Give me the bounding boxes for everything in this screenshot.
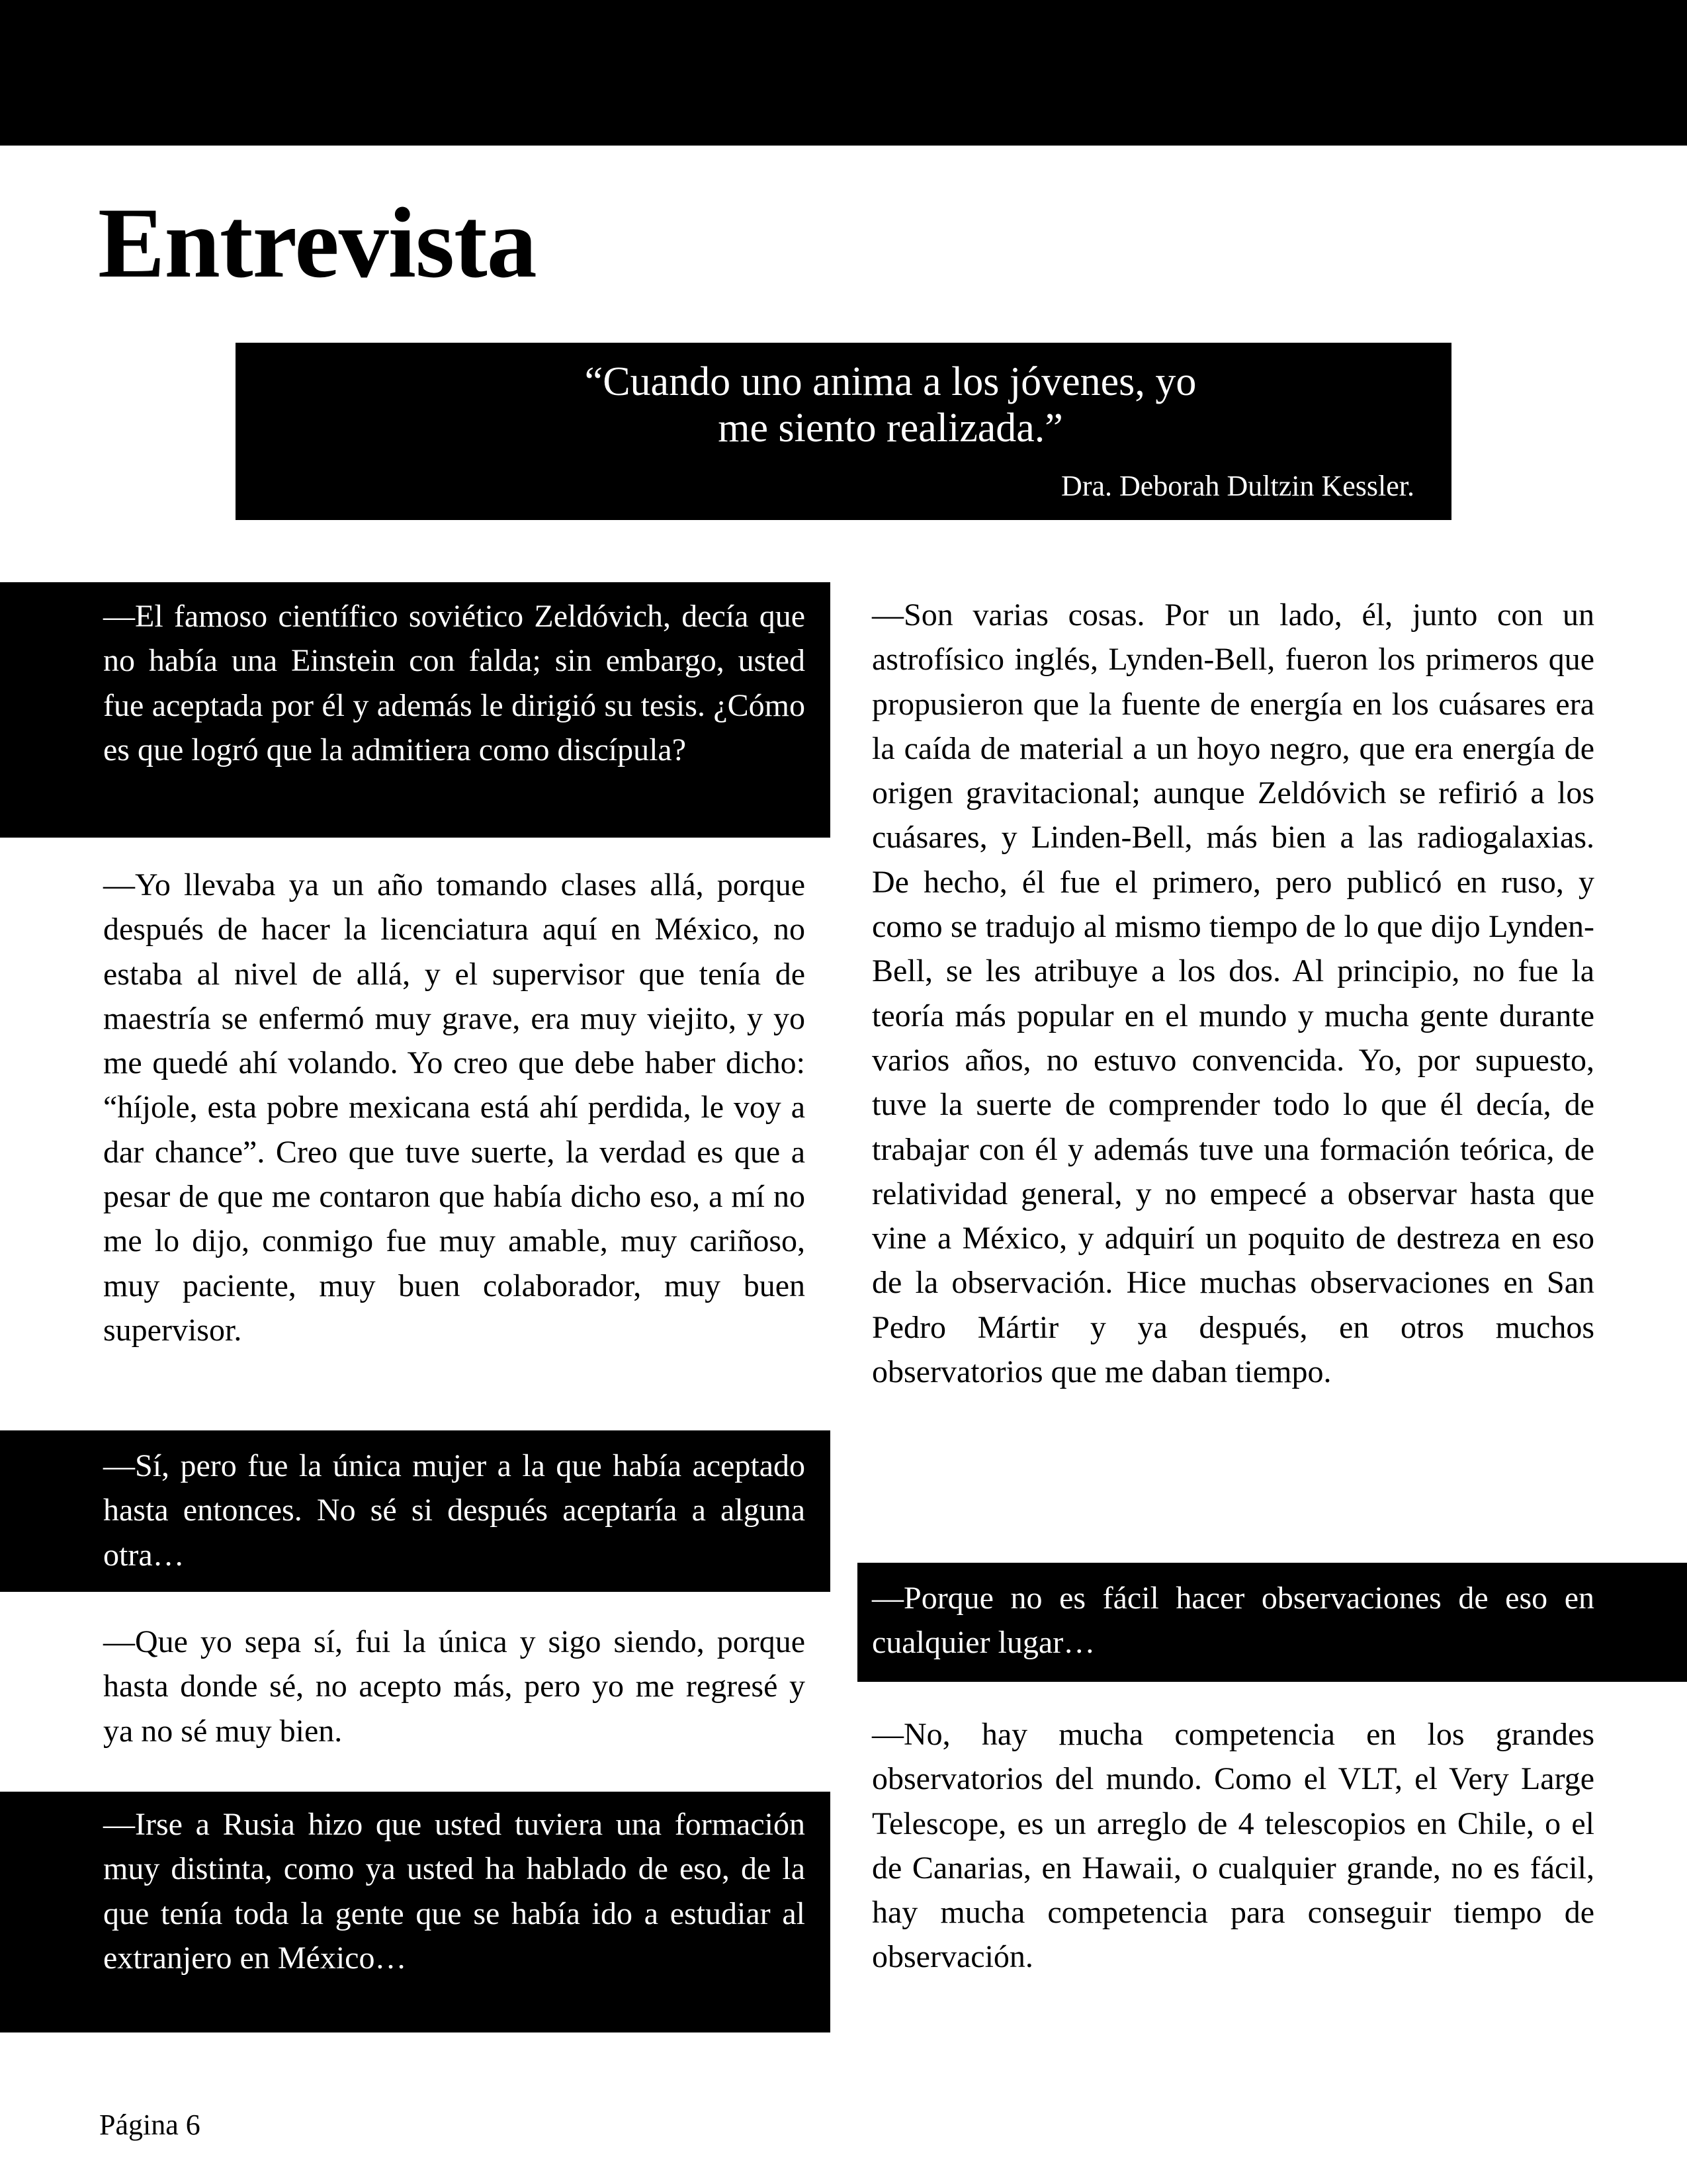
pull-quote-box xyxy=(236,343,1451,520)
interview-answer-4: —No, hay mucha competencia en los grandes observatorios del mundo. Como el VLT, el Very Large Telescope, es un arreglo de 4 telescopios en Chile, o el de Canarias, en Hawaii, o cualquier grande, no es fácil, hay mucha competencia para conseguir tiempo de observación. xyxy=(872,1717,1594,1975)
page-number: Página 6 xyxy=(99,2109,200,2141)
interview-question-1: —El famoso científico soviético Zeldóvich, decía que no había una Einstein con falda; sin embargo, usted fue aceptada por él y además le dirigió su tesis. ¿Cómo es que logró que la admitiera como discípula? xyxy=(0,582,830,838)
pull-quote-text: “Cuando uno anima a los jóvenes, yo me siento realizada.” xyxy=(584,359,1197,451)
pull-quote-author: Dra. Deborah Dultzin Kessler. xyxy=(1061,470,1414,502)
interview-answer-3: —Son varias cosas. Por un lado, él, junto con un astrofísico inglés, Lynden-Bell, fueron los primeros que propusieron que la fuente de energía en los cuásares era la caída de material a un hoyo negro, que era energía de origen gravitacional; aunque Zeldóvich se refirió a los cuásares, y Linden-Bell, más bien a las radiogalaxias. De hecho, él fue el primero, pero publicó en ruso, y como se tradujo al mismo tiempo de lo que dijo Lynden-Bell, se les atribuye a los dos. Al principio, no fue la teoría más popular en el mundo y mucha gente durante varios años, no estuvo convencida. Yo, por supuesto, tuve la suerte de comprender todo lo que él decía, de trabajar con él y además tuve una formación teórica, de relatividad general, y no empecé a observar hasta que vine a México, y adquirí un poquito de destreza en eso de la observación. Hice muchas observaciones en San Pedro Mártir y ya después, en otros muchos observatorios que me daban tiempo. xyxy=(872,597,1594,1390)
interview-question-4: —Porque no es fácil hacer observaciones de eso en cualquier lugar… xyxy=(857,1563,1687,1682)
interview-question-3: —Irse a Rusia hizo que usted tuviera una formación muy distinta, como ya usted ha hablado de eso, de la que tenía toda la gente que se había ido a estudiar al extranjero en México… xyxy=(0,1792,830,2032)
interview-question-2: —Sí, pero fue la única mujer a la que había aceptado hasta entonces. No sé si después aceptaría a alguna otra… xyxy=(0,1430,830,1592)
page-title: Entrevista xyxy=(98,187,537,298)
interview-answer-1: —Yo llevaba ya un año tomando clases allá, porque después de hacer la licenciatura aquí en México, no estaba al nivel de allá, y el supervisor que tenía de maestría se enfermó muy grave, era muy viejito, y yo me quedé ahí volando. Yo creo que debe haber dicho: “híjole, esta pobre mexicana está ahí perdida, le voy a dar chance”. Creo que tuve suerte, la verdad es que a pesar de que me contaron que había dicho eso, a mí no me lo dijo, conmigo fue muy amable, muy cariñoso, muy paciente, muy buen colaborador, muy buen supervisor. xyxy=(103,867,805,1348)
interview-answer-2: —Que yo sepa sí, fui la única y sigo siendo, porque hasta donde sé, no acepto más, pero yo me regresé y ya no sé muy bien. xyxy=(103,1624,805,1749)
top-header-bar xyxy=(0,0,1687,146)
